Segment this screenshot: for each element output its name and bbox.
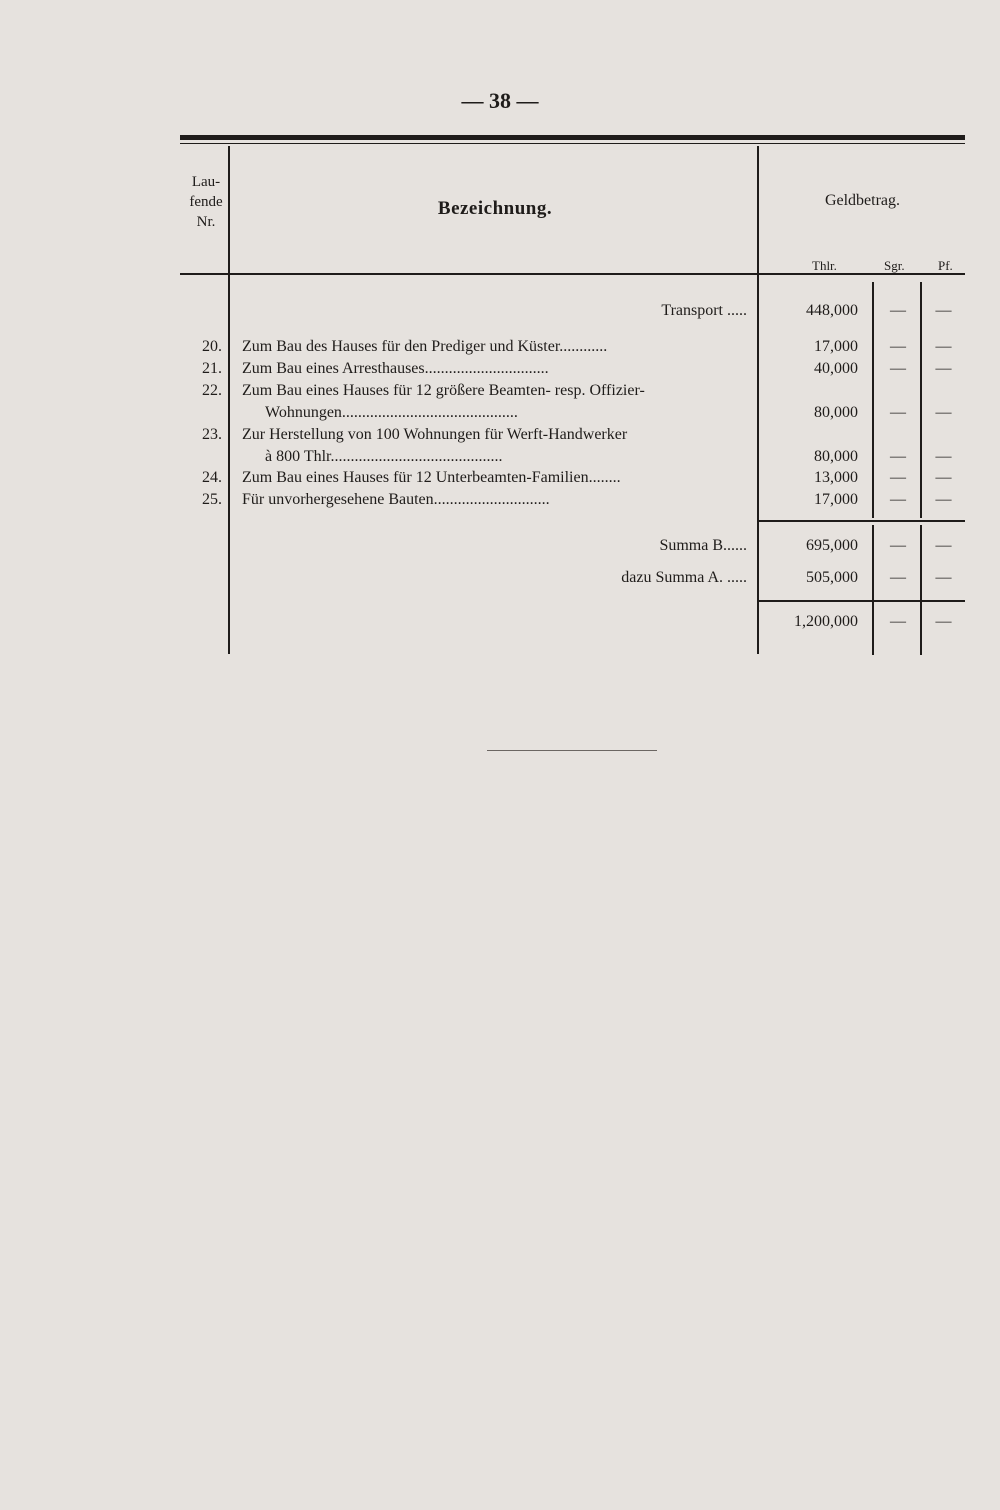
- row-description: à 800 Thlr...........................................: [265, 448, 503, 465]
- footer-short-rule: [487, 750, 657, 751]
- total-thlr: 1,200,000: [794, 613, 858, 630]
- top-thick-rule: [180, 135, 965, 140]
- row-description: Zum Bau eines Hauses für 12 größere Beamten- resp. Offizier-: [242, 382, 645, 399]
- row-sgr: —: [890, 469, 906, 486]
- header-bezeichnung: Bezeichnung.: [437, 198, 553, 219]
- summa-a-pf: —: [935, 569, 952, 586]
- total-row: [0, 613, 1000, 637]
- row-thlr: 80,000: [814, 404, 858, 421]
- unit-thlr: Thlr.: [812, 258, 837, 273]
- row-pf: —: [935, 491, 952, 508]
- summa-b-label: Summa B......: [659, 537, 747, 554]
- row-sgr: —: [890, 448, 906, 465]
- table-row: [0, 404, 1000, 428]
- row-nr: 20.: [202, 338, 222, 355]
- summa-b-pf: —: [935, 537, 952, 554]
- table-row: [0, 491, 1000, 515]
- row-pf: —: [935, 404, 952, 421]
- summa-b-row: [0, 537, 1000, 561]
- table-row: [0, 338, 1000, 362]
- table-row: [0, 382, 1000, 406]
- row-pf: —: [935, 448, 952, 465]
- summa-b-thlr: 695,000: [806, 537, 858, 554]
- row-sgr: —: [890, 404, 906, 421]
- row-description: Wohnungen............................................: [265, 404, 518, 421]
- row-thlr: 17,000: [814, 491, 858, 508]
- page-number: — 38 —: [461, 88, 539, 113]
- row-description: Zum Bau eines Hauses für 12 Unterbeamten-Familien........: [242, 469, 621, 486]
- summa-a-label: dazu Summa A. .....: [621, 569, 747, 586]
- header-nr-line-1: Lau-: [191, 174, 221, 190]
- row-pf: —: [935, 360, 952, 377]
- row-thlr: 448,000: [806, 302, 858, 319]
- row-sgr: —: [890, 491, 906, 508]
- header-nr-line-2: fende: [189, 194, 223, 210]
- top-thin-rule: [180, 143, 965, 144]
- total-pf: —: [935, 613, 952, 630]
- table-row: [0, 302, 1000, 326]
- row-sgr: —: [890, 302, 906, 319]
- header-nr-line-3: Nr.: [196, 214, 216, 230]
- row-nr: 25.: [202, 491, 222, 508]
- row-sgr: —: [890, 338, 906, 355]
- unit-sgr: Sgr.: [884, 258, 905, 273]
- row-sgr: —: [890, 360, 906, 377]
- table-row: [0, 426, 1000, 450]
- row-thlr: 17,000: [814, 338, 858, 355]
- row-description: Zum Bau des Hauses für den Prediger und Küster............: [242, 338, 608, 355]
- total-sgr: —: [890, 613, 906, 630]
- row-description: Zur Herstellung von 100 Wohnungen für Werft-Handwerker: [242, 426, 628, 443]
- total-rule: [757, 600, 965, 602]
- subtotal-rule: [757, 520, 965, 522]
- summa-a-sgr: —: [890, 569, 906, 586]
- header-laufende-nr: [186, 172, 226, 232]
- row-pf: —: [935, 469, 952, 486]
- row-nr: 24.: [202, 469, 222, 486]
- header-geldbetrag: Geldbetrag.: [824, 192, 901, 209]
- row-pf: —: [935, 302, 952, 319]
- row-thlr: 80,000: [814, 448, 858, 465]
- summa-a-row: [0, 569, 1000, 593]
- row-thlr: 40,000: [814, 360, 858, 377]
- summa-b-sgr: —: [890, 537, 906, 554]
- row-description: Transport .....: [661, 302, 747, 319]
- row-nr: 21.: [202, 360, 222, 377]
- table-row: [0, 360, 1000, 384]
- row-thlr: 13,000: [814, 469, 858, 486]
- row-pf: —: [935, 338, 952, 355]
- row-description: Für unvorhergesehene Bauten.............................: [242, 491, 550, 508]
- row-nr: 23.: [202, 426, 222, 443]
- summa-a-thlr: 505,000: [806, 569, 858, 586]
- unit-pf: Pf.: [938, 258, 953, 273]
- header-bottom-rule: [180, 273, 965, 275]
- row-nr: 22.: [202, 382, 222, 399]
- table-row: [0, 469, 1000, 493]
- row-description: Zum Bau eines Arresthauses...............................: [242, 360, 549, 377]
